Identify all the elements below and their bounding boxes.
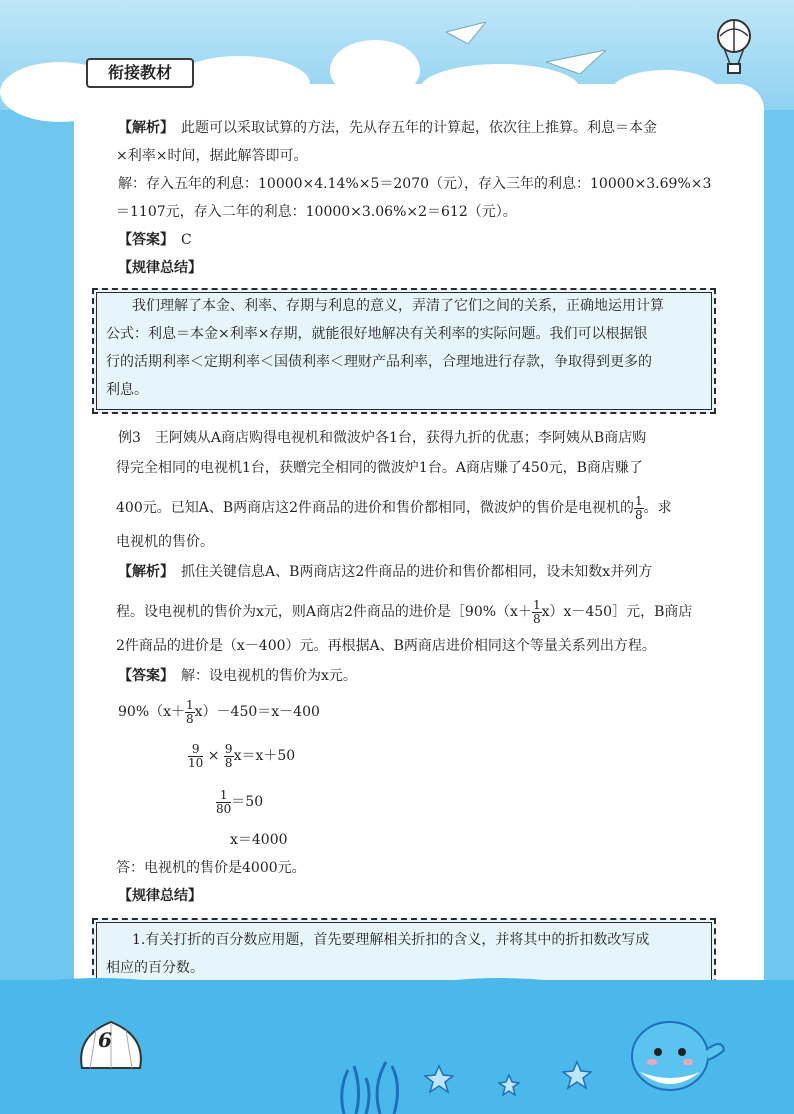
seaweed-icon — [372, 1056, 412, 1114]
denominator: 8 — [532, 611, 541, 626]
example3-line2: 得完全相同的电视机1台，获赠完全相同的微波炉1台。A商店赚了450元，B商店赚了 — [116, 460, 643, 476]
box1-line4: 利息。 — [106, 382, 148, 398]
fraction-one-eightieth — [216, 789, 231, 816]
fraction-nine-eighths — [224, 743, 234, 770]
paper-plane-icon — [546, 50, 606, 74]
text: 解：设电视机的售价为x元。 — [181, 668, 357, 684]
jiexi-tag: 【解析】 — [118, 564, 167, 580]
example3-line4: 电视机的售价。 — [116, 534, 214, 550]
denominator: 10 — [188, 755, 204, 770]
jiexi1-line2: ×利率×时间，据此解答即可。 — [116, 148, 308, 164]
equation-2: $\frac{9}{10}$ × $\frac{9}{8}$ x＝x＋50 — [188, 741, 296, 770]
fraction-one-eighth — [185, 699, 195, 726]
answer-tag: 【答案】 — [118, 232, 167, 248]
equation-1 — [118, 692, 320, 732]
box2-line2: 相应的百分数。 — [106, 960, 204, 976]
final-answer: 答：电视机的售价是4000元。 — [116, 860, 306, 876]
text: ＝50 — [231, 794, 264, 810]
example3-line1: 例3 王阿姨从A商店购得电视机和微波炉各1台，获得九折的优惠；李阿姨从B商店购 — [118, 430, 647, 446]
text: 90%（x＋ — [118, 704, 186, 720]
example3-line3 — [116, 488, 672, 528]
paper-plane-icon — [446, 22, 486, 44]
summary-tag: 【规律总结】 — [118, 888, 202, 904]
numerator: 1 — [635, 493, 643, 508]
page-number: 6 — [98, 1028, 112, 1052]
starfish-icon — [498, 1074, 520, 1096]
box2-line1: 1.有关打折的百分数应用题，首先要理解相关折扣的含义，并将其中的折扣数改写成 — [132, 932, 650, 948]
answer-tag: 【答案】 — [118, 668, 167, 684]
equation-4: x＝4000 — [230, 832, 288, 848]
box1-line3: 行的活期利率＜定期利率＜国债利率＜理财产品利率，合理地进行存款，争取得到更多的 — [106, 354, 652, 370]
summary-tag: 【规律总结】 — [118, 260, 202, 276]
answer1 — [118, 230, 192, 250]
solve1-line1: 解：存入五年的利息：10000×4.14%×5＝2070（元），存入三年的利息：10000×3.69%×3 — [118, 176, 712, 192]
text: x）－450＝x－400 — [194, 704, 320, 720]
text: 抓住关键信息A、B两商店这2件商品的进价和售价都相同，设未知数x并列方 — [181, 564, 653, 580]
text: 400元。已知A、B两商店这2件商品的进价和售价都相同，微波炉的售价是电视机的 — [116, 500, 635, 516]
starfish-icon — [424, 1064, 454, 1094]
jiexi2-line1 — [118, 562, 652, 582]
text: 。求 — [643, 500, 672, 516]
starfish-icon — [562, 1060, 592, 1090]
header-label: 衔接教材 — [86, 58, 194, 88]
text: 此题可以采取试算的方法，先从存五年的计算起，依次往上推算。利息＝本金 — [181, 120, 657, 136]
denominator: 80 — [216, 801, 232, 816]
hot-air-balloon-icon — [712, 18, 756, 76]
text: x＝x＋50 — [233, 748, 296, 764]
seaweed-icon — [336, 1060, 376, 1114]
jiexi2-line2 — [116, 592, 692, 632]
whale-icon — [626, 1010, 726, 1100]
numerator: 1 — [186, 697, 194, 712]
denominator: 8 — [224, 755, 233, 770]
jiexi1-line1 — [118, 118, 657, 138]
box1-line1: 我们理解了本金、利率、存期与利息的意义，弄清了它们之间的关系，正确地运用计算 — [132, 298, 664, 314]
denominator: 8 — [635, 507, 643, 522]
answer2-line1 — [118, 666, 357, 686]
numerator: 9 — [188, 743, 203, 757]
answer-value: C — [181, 232, 192, 248]
numerator: 9 — [224, 741, 233, 756]
fraction-one-eighth — [532, 599, 542, 626]
text: x）x－450］元，B商店 — [541, 604, 693, 620]
numerator: 1 — [532, 597, 541, 612]
equation-3 — [216, 782, 263, 822]
text: 程。设电视机的售价为x元，则A商店2件商品的进价是［90%（x＋ — [116, 604, 532, 620]
fraction-nine-tenths — [188, 743, 203, 770]
jiexi-tag: 【解析】 — [118, 120, 167, 136]
solve1-line2: ＝1107元，存入二年的利息：10000×3.06%×2＝612（元）。 — [116, 204, 517, 220]
fraction-one-eighth — [634, 495, 644, 522]
numerator: 1 — [216, 789, 231, 803]
box1-line2: 公式：利息＝本金×利率×存期，就能很好地解决有关利率的实际问题。我们可以根据银 — [106, 326, 648, 342]
denominator: 8 — [186, 711, 194, 726]
jiexi2-line3: 2件商品的进价是（x－400）元。再根据A、B两商店进价相同这个等量关系列出方程。 — [116, 638, 656, 654]
